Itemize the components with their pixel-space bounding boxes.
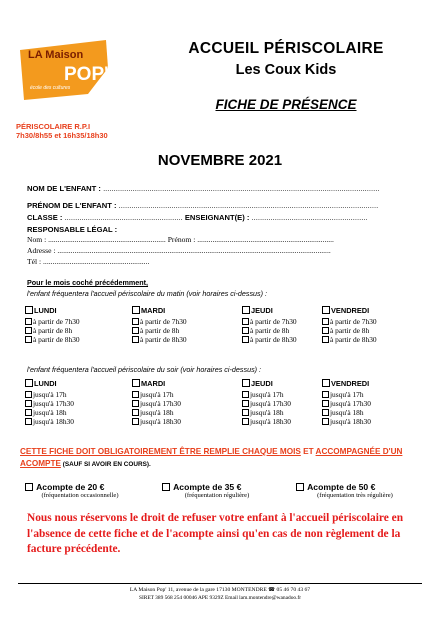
morning-option[interactable]: à partir de 8h bbox=[25, 326, 80, 335]
teacher-label: ENSEIGNANT(E) : bbox=[182, 213, 252, 222]
checkbox-icon[interactable] bbox=[322, 418, 329, 425]
month-note: Pour le mois coché précédemment, bbox=[27, 278, 149, 287]
checkbox-icon[interactable] bbox=[25, 400, 32, 407]
evening-option[interactable]: jusqu'à 17h30 bbox=[132, 399, 181, 408]
checkbox-icon[interactable] bbox=[132, 327, 139, 334]
evening-option[interactable]: jusqu'à 17h bbox=[242, 390, 291, 399]
checkbox-icon[interactable] bbox=[242, 409, 249, 416]
guardian-firstname-label: Prénom : bbox=[165, 235, 198, 244]
class-label: CLASSE : bbox=[27, 213, 65, 222]
morning-mardi bbox=[132, 306, 187, 344]
periscolaire-hours: 7h30/8h55 et 16h35/18h30 bbox=[16, 131, 108, 140]
evening-option[interactable]: jusqu'à 17h30 bbox=[242, 399, 291, 408]
logo-tagline: école des cultures bbox=[30, 85, 71, 91]
guardian-name-label: Nom : bbox=[27, 235, 49, 244]
checkbox-icon[interactable] bbox=[25, 418, 32, 425]
morning-option[interactable]: à partir de 8h bbox=[322, 326, 377, 335]
address-field[interactable] bbox=[27, 246, 331, 255]
checkbox-icon[interactable] bbox=[132, 391, 139, 398]
guardian-name-line[interactable]: .............................................................. bbox=[48, 235, 166, 244]
checkbox-icon[interactable] bbox=[242, 318, 249, 325]
deposit-20 bbox=[25, 482, 135, 499]
child-firstname-field[interactable] bbox=[27, 201, 378, 210]
deposit-35-note: (fréquentation régulière) bbox=[184, 492, 250, 499]
evening-option[interactable]: jusqu'à 18h bbox=[242, 408, 291, 417]
morning-vendredi bbox=[322, 306, 377, 344]
logo-line2: POP' bbox=[64, 64, 109, 85]
morning-option[interactable]: à partir de 8h bbox=[242, 326, 297, 335]
morning-option[interactable]: à partir de 8h30 bbox=[25, 335, 80, 344]
checkbox-icon[interactable] bbox=[132, 400, 139, 407]
checkbox-icon[interactable] bbox=[322, 400, 329, 407]
teacher-line[interactable]: ....................................................... bbox=[251, 213, 368, 222]
form-title: FICHE DE PRÉSENCE bbox=[215, 97, 357, 112]
checkbox-icon[interactable] bbox=[322, 336, 329, 343]
child-firstname-label: PRÉNOM DE L'ENFANT : bbox=[27, 201, 119, 210]
phone-line[interactable]: ........................................................ bbox=[43, 257, 150, 266]
page-subtitle: Les Coux Kids bbox=[235, 62, 337, 78]
evening-option[interactable]: jusqu'à 17h bbox=[25, 390, 74, 399]
checkbox-icon[interactable] bbox=[25, 336, 32, 343]
morning-jeudi bbox=[242, 306, 297, 344]
checkbox-icon[interactable] bbox=[242, 306, 250, 314]
morning-option[interactable]: à partir de 8h30 bbox=[322, 335, 377, 344]
evening-option[interactable]: jusqu'à 17h bbox=[322, 390, 371, 399]
evening-jeudi-checkbox[interactable]: JEUDI bbox=[242, 379, 291, 388]
child-name-label: NOM DE L'ENFANT : bbox=[27, 184, 104, 193]
deposit-20-checkbox[interactable]: Acompte de 20 € bbox=[25, 482, 135, 492]
address-label: Adresse : bbox=[27, 246, 58, 255]
checkbox-icon[interactable] bbox=[25, 327, 32, 334]
guardian-firstname-line[interactable]: ........................................................................ bbox=[197, 235, 334, 244]
checkbox-icon[interactable] bbox=[132, 306, 140, 314]
morning-note: l'enfant fréquentera l'accueil périscolaire du matin (voir horaires ci-dessus) : bbox=[27, 289, 268, 298]
evening-option[interactable]: jusqu'à 17h30 bbox=[25, 399, 74, 408]
guardian-name-field[interactable] bbox=[27, 235, 334, 244]
morning-option[interactable]: à partir de 7h30 bbox=[25, 317, 80, 326]
deposit-20-note: (fréquentation occasionnelle) bbox=[41, 492, 119, 499]
checkbox-icon[interactable] bbox=[132, 318, 139, 325]
checkbox-icon[interactable] bbox=[322, 306, 330, 314]
morning-option[interactable]: à partir de 8h30 bbox=[132, 335, 187, 344]
mandatory-warning: CETTE FICHE DOIT OBLIGATOIREMENT ÊTRE REMPLIE CHAQUE MOIS ET ACCOMPAGNÉE D'UN ACOMPTE (SAUF SI AVOIR EN COURS). bbox=[20, 447, 403, 468]
child-name-line[interactable]: ................................................................................................................................... bbox=[103, 184, 380, 193]
checkbox-icon[interactable] bbox=[322, 327, 329, 334]
checkbox-icon[interactable] bbox=[132, 379, 140, 387]
checkbox-icon[interactable] bbox=[162, 483, 170, 491]
evening-option[interactable]: jusqu'à 18h30 bbox=[132, 417, 181, 426]
morning-mardi-checkbox[interactable]: MARDI bbox=[132, 306, 187, 315]
checkbox-icon[interactable] bbox=[25, 391, 32, 398]
checkbox-icon[interactable] bbox=[25, 306, 33, 314]
page-title: ACCUEIL PÉRISCOLAIRE bbox=[188, 40, 384, 57]
address-line[interactable]: ................................................................................................................................................ bbox=[57, 246, 331, 255]
morning-option[interactable]: à partir de 8h30 bbox=[242, 335, 297, 344]
evening-lundi bbox=[25, 379, 74, 426]
footer-divider bbox=[18, 583, 422, 584]
morning-option[interactable]: à partir de 7h30 bbox=[132, 317, 187, 326]
logo-line1: LA Maison bbox=[28, 49, 84, 61]
checkbox-icon[interactable] bbox=[25, 483, 33, 491]
month-heading: NOVEMBRE 2021 bbox=[157, 152, 283, 169]
checkbox-icon[interactable] bbox=[322, 318, 329, 325]
phone-field[interactable] bbox=[27, 257, 149, 266]
evening-option[interactable]: jusqu'à 17h30 bbox=[322, 399, 371, 408]
refusal-notice: Nous nous réservons le droit de refuser votre enfant à l'accueil périscolaire en l'absence de cette fiche et de l'acompte ainsi qu'en cas de non règlement de la facture précédente. bbox=[27, 512, 404, 555]
child-firstname-line[interactable]: ........................................................................................................................... bbox=[118, 201, 379, 210]
footer-address: LA Maison Pop' 11, avenue de la gare 17130 MONTENDRE ☎ 05 46 70 43 67 bbox=[129, 587, 311, 593]
deposit-50 bbox=[296, 482, 414, 499]
evening-mardi-checkbox[interactable]: MARDI bbox=[132, 379, 181, 388]
morning-jeudi-checkbox[interactable]: JEUDI bbox=[242, 306, 297, 315]
evening-option[interactable]: jusqu'à 18h30 bbox=[25, 417, 74, 426]
checkbox-icon[interactable] bbox=[322, 409, 329, 416]
checkbox-icon[interactable] bbox=[242, 400, 249, 407]
morning-option[interactable]: à partir de 7h30 bbox=[242, 317, 297, 326]
checkbox-icon[interactable] bbox=[242, 379, 250, 387]
deposit-35-checkbox[interactable]: Acompte de 35 € bbox=[162, 482, 272, 492]
evening-option[interactable]: jusqu'à 18h bbox=[322, 408, 371, 417]
deposit-50-note: (fréquentation très régulière) bbox=[317, 492, 393, 499]
evening-option[interactable]: jusqu'à 18h bbox=[25, 408, 74, 417]
evening-note: l'enfant fréquentera l'accueil périscolaire du soir (voir horaires ci-dessus) : bbox=[27, 365, 262, 374]
morning-option[interactable]: à partir de 7h30 bbox=[322, 317, 377, 326]
checkbox-icon[interactable] bbox=[25, 379, 33, 387]
evening-option[interactable]: jusqu'à 18h30 bbox=[242, 417, 291, 426]
checkbox-icon[interactable] bbox=[132, 336, 139, 343]
phone-label: Tél : bbox=[27, 257, 44, 266]
deposit-50-checkbox[interactable]: Acompte de 50 € bbox=[296, 482, 414, 492]
morning-option[interactable]: à partir de 8h bbox=[132, 326, 187, 335]
checkbox-icon[interactable] bbox=[25, 318, 32, 325]
checkbox-icon[interactable] bbox=[242, 327, 249, 334]
morning-vendredi-checkbox[interactable]: VENDREDI bbox=[322, 306, 377, 315]
evening-mardi bbox=[132, 379, 181, 426]
evening-option[interactable]: jusqu'à 18h bbox=[132, 408, 181, 417]
checkbox-icon[interactable] bbox=[322, 391, 329, 398]
checkbox-icon[interactable] bbox=[132, 418, 139, 425]
logo-graphic bbox=[18, 34, 110, 106]
checkbox-icon[interactable] bbox=[242, 391, 249, 398]
morning-lundi bbox=[25, 306, 80, 344]
evening-vendredi bbox=[322, 379, 371, 426]
checkbox-icon[interactable] bbox=[296, 483, 304, 491]
class-line[interactable]: ........................................................ bbox=[64, 213, 183, 222]
checkbox-icon[interactable] bbox=[242, 336, 249, 343]
deposit-35 bbox=[162, 482, 272, 499]
morning-lundi-checkbox[interactable]: LUNDI bbox=[25, 306, 80, 315]
checkbox-icon[interactable] bbox=[242, 418, 249, 425]
evening-lundi-checkbox[interactable]: LUNDI bbox=[25, 379, 74, 388]
evening-option[interactable]: jusqu'à 17h bbox=[132, 390, 181, 399]
periscolaire-label: PÉRISCOLAIRE R.P.I bbox=[16, 122, 91, 131]
logo bbox=[18, 34, 110, 106]
child-name-field[interactable] bbox=[27, 184, 379, 193]
footer-legal: SIRET 389 568 254 00046 APE 9329Z Email lam.montendre@wanadoo.fr bbox=[138, 595, 302, 601]
evening-option[interactable]: jusqu'à 18h30 bbox=[322, 417, 371, 426]
checkbox-icon[interactable] bbox=[322, 379, 330, 387]
checkbox-icon[interactable] bbox=[25, 409, 32, 416]
class-teacher-field[interactable] bbox=[27, 213, 368, 222]
guardian-label: RESPONSABLE LÉGAL : bbox=[27, 225, 118, 234]
evening-vendredi-checkbox[interactable]: VENDREDI bbox=[322, 379, 371, 388]
evening-jeudi bbox=[242, 379, 291, 426]
checkbox-icon[interactable] bbox=[132, 409, 139, 416]
